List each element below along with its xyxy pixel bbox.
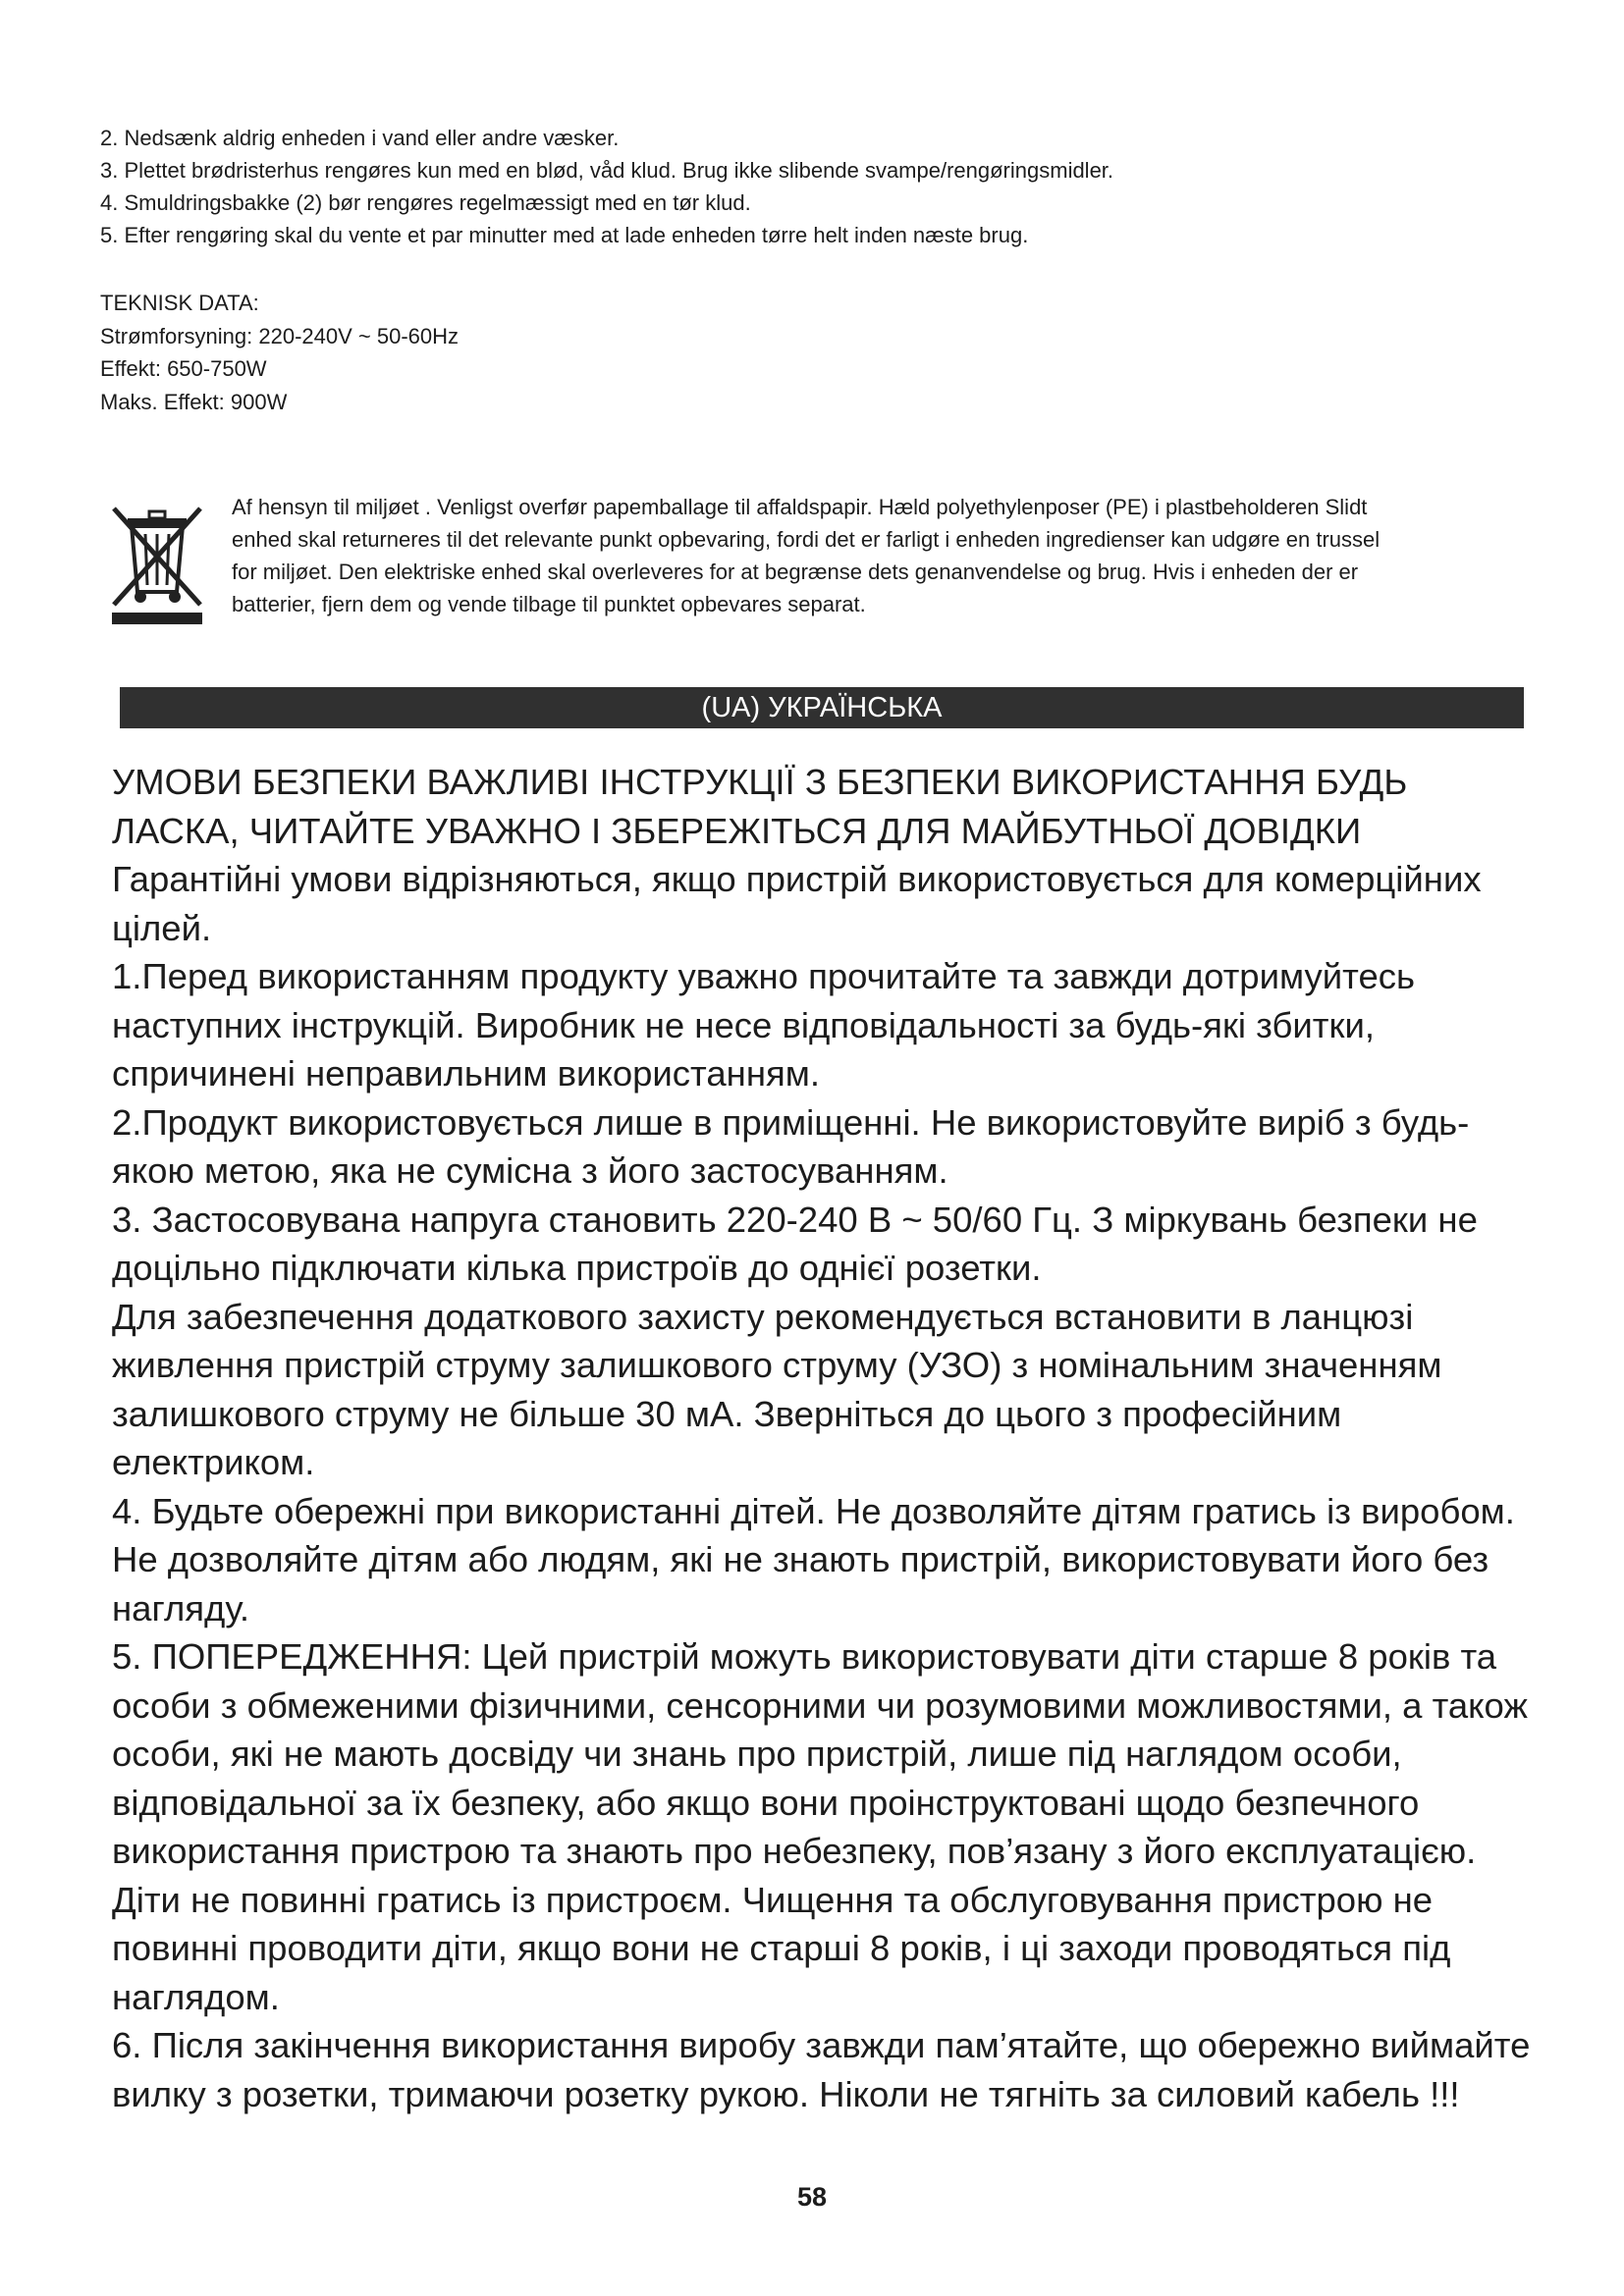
instruction-line: 4. Будьте обережні при використанні дітей. Не дозволяйте дітям гратись із виробом. bbox=[112, 1490, 1515, 1531]
instruction-line: ЛАСКА, ЧИТАЙТЕ УВАЖНО І ЗБЕРЕЖІТЬСЯ ДЛЯ МАЙБУТНЬОЇ ДОВІДКИ bbox=[112, 810, 1362, 851]
instruction-line: Діти не повинні гратись із пристроєм. Чищення та обслуговування пристрою не bbox=[112, 1879, 1434, 1920]
cleaning-item: 4. Smuldringsbakke (2) bør rengøres regelmæssigt med en tør klud. bbox=[100, 190, 751, 215]
instruction-line: 1.Перед використанням продукту уважно прочитайте та завжди дотримуйтесь bbox=[112, 956, 1416, 996]
technical-data bbox=[100, 287, 886, 418]
instruction-line: Гарантійні умови відрізняються, якщо пристрій використовується для комерційних bbox=[112, 859, 1482, 899]
instruction-line: УМОВИ БЕЗПЕКИ ВАЖЛИВІ ІНСТРУКЦІЇ З БЕЗПЕКИ ВИКОРИСТАННЯ БУДЬ bbox=[112, 762, 1408, 802]
instruction-line: живлення пристрій струму залишкового струму (УЗО) з номінальним значенням bbox=[112, 1345, 1442, 1385]
instruction-line: нагляду. bbox=[112, 1587, 250, 1629]
instruction-line: цілей. bbox=[112, 907, 212, 948]
instruction-line: вилку з розетки, тримаючи розетку рукою. Ніколи не тягніть за силовий кабель !!! bbox=[112, 2073, 1460, 2114]
environment-line: Af hensyn til miljøet . Venligst overfør papemballage til affaldspapir. Hæld polyethylenposer (PE) i plastbeholderen Slidt bbox=[232, 495, 1368, 519]
instruction-line: 5. ПОПЕРЕДЖЕННЯ: Цей пристрій можуть використовувати діти старше 8 років та bbox=[112, 1636, 1497, 1677]
environment-line: batterier, fjern dem og vende tilbage til punktet opbevares separat. bbox=[232, 592, 866, 616]
technical-item: Effekt: 650-750W bbox=[100, 356, 267, 381]
page-number: 58 bbox=[796, 2182, 828, 2212]
instruction-line: наступних інструкцій. Виробник не несе відповідальності за будь-які збитки, bbox=[112, 1004, 1376, 1045]
technical-item: Strømforsyning: 220-240V ~ 50-60Hz bbox=[100, 323, 460, 348]
instruction-line: 2.Продукт використовується лише в приміщенні. Не використовуйте виріб з будь- bbox=[112, 1101, 1470, 1143]
safety-instructions bbox=[112, 758, 1545, 2118]
instruction-line: Для забезпечення додаткового захисту рекомендується встановити в ланцюзі bbox=[112, 1296, 1414, 1337]
instruction-line: особи з обмеженими фізичними, сенсорними чи розумовими можливостями, а також bbox=[112, 1684, 1528, 1726]
instruction-line: відповідальної за їх безпеку, або якщо вони проінструктовані щодо безпечного bbox=[112, 1782, 1420, 1823]
environment-text bbox=[232, 491, 1538, 620]
instruction-line: особи, які не мають досвіду чи знань про пристрій, лише під наглядом особи, bbox=[112, 1734, 1402, 1774]
instruction-line: електриком. bbox=[112, 1442, 315, 1482]
environment-line: enhed skal returneres til det relevante punkt opbevaring, fordi det er farligt i enheden ingredienser kan udgøre en trussel bbox=[232, 527, 1380, 552]
cleaning-instructions bbox=[100, 122, 1534, 251]
environment-notice bbox=[100, 491, 1534, 667]
instruction-line: 3. Застосовувана напруга становить 220-240 В ~ 50/60 Гц. З міркувань безпеки не bbox=[112, 1199, 1478, 1240]
instruction-line: повинні проводити діти, якщо вони не старші 8 років, і ці заходи проводяться під bbox=[112, 1928, 1451, 1968]
instruction-line: доцільно підключати кілька пристроїв до однієї розетки. bbox=[112, 1248, 1042, 1288]
instruction-line: Не дозволяйте дітям або людям, які не знають пристрій, використовувати його без bbox=[112, 1539, 1489, 1579]
cleaning-item: 3. Plettet brødristerhus rengøres kun med en blød, våd klud. Brug ikke slibende svampe/rengøringsmidler. bbox=[100, 158, 1114, 183]
instruction-line: використання пристрою та знають про небезпеку, пов’язану з його експлуатацією. bbox=[112, 1831, 1477, 1871]
cleaning-item: 2. Nedsænk aldrig enheden i vand eller andre væsker. bbox=[100, 126, 620, 150]
language-section-header: (UA) УКРАЇНСЬКА bbox=[120, 687, 1524, 728]
technical-heading: TEKNISK DATA: bbox=[100, 291, 259, 315]
instruction-line: залишкового струму не більше 30 мА. Зверніться до цього з професійним bbox=[112, 1393, 1342, 1434]
technical-item: Maks. Effekt: 900W bbox=[100, 389, 288, 414]
instruction-line: якою метою, яка не сумісна з його застосуванням. bbox=[112, 1150, 948, 1191]
crossed-out-wheelie-bin-icon bbox=[108, 499, 206, 626]
instruction-line: 6. Після закінчення використання виробу завжди пам’ятайте, що обережно виймайте bbox=[112, 2025, 1531, 2065]
instruction-line: наглядом. bbox=[112, 1976, 280, 2017]
environment-line: for miljøet. Den elektriske enhed skal overleveres for at begrænse dets genanvendelse og brug. Hvis i enheden der er bbox=[232, 560, 1359, 584]
cleaning-item: 5. Efter rengøring skal du vente et par minutter med at lade enheden tørre helt inden næste brug. bbox=[100, 223, 1029, 247]
instruction-line: спричинені неправильним використанням. bbox=[112, 1053, 820, 1094]
